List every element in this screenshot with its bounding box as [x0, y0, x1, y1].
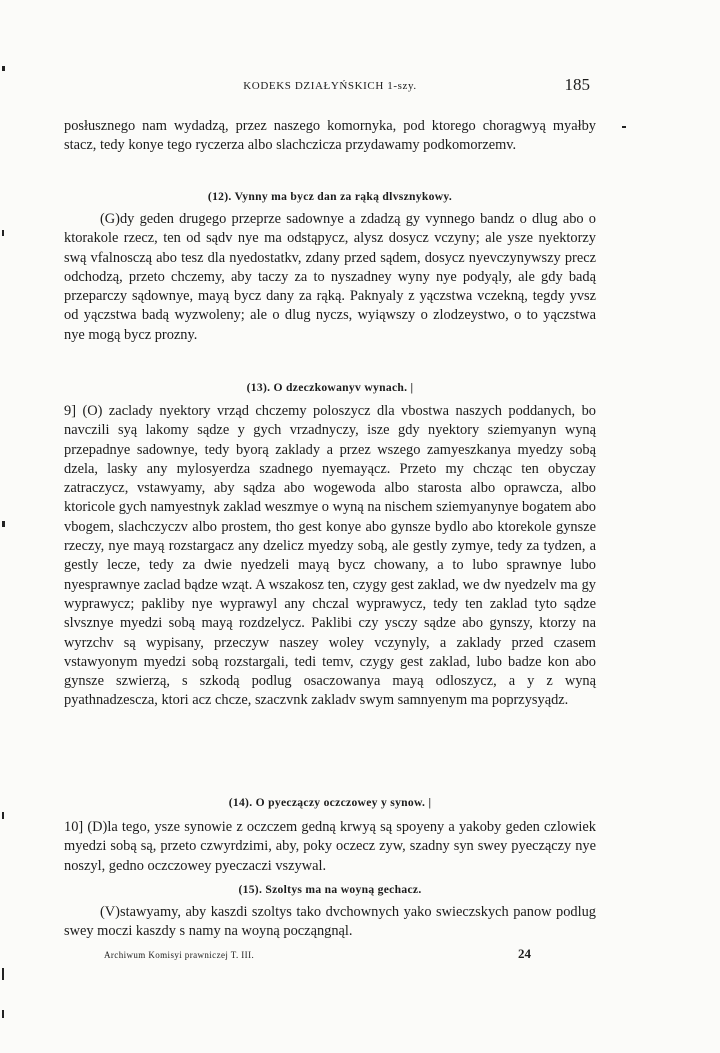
page-number: 185 [564, 75, 590, 94]
margin-speck [2, 812, 4, 819]
margin-speck [2, 521, 5, 527]
footer-signature: 24 [518, 946, 531, 961]
section-13-heading: (13). O dzeczkowanyv wynach. | [246, 381, 414, 394]
section-12-heading: (12). Vynny ma bycz dan za rąką dlvsznykowy. [207, 190, 453, 203]
footer-source: Archiwum Komisyi prawniczej T. III. [104, 950, 255, 960]
section-15-heading: (15). Szoltys ma na woyną gechacz. [238, 883, 422, 896]
section-13-text: 9] (O) zaclady nyektory vrząd chczemy poloszycz dla vbostwa naszych poddanych, bo navczili syą lakomy sądze y gych vrzadnyczy, isze gdy nyektory sziemyanyn wyną przepadnye sadownye, tedy byorą zaklady a przez wszego zamyeszkanya myedzy sobą dzela, lasky any mylosyerdza szadnego nyemayącz. Przeto my chcząc ten obyczay zatraczycz, vstawyamy, aby sądza abo wogewoda albo starosta albo oprawcza, albo ktoricole gych namyestnyk zaklad weszmye o wyną na nischem sziemyanynye bogatem abo vbogem, slachczyczv albo prostem, tho gest konye abo gynsze bydlo abo ktorekole gynsze rzeczy, nye mayą rozstargacz any dzelicz myedzy sobą, ale gestly zymye, tedy za tydzen, a gestly lecze, tedy za dwie nyedzeli mayą bycz chowany, a to lubo sprawnye lubo nyesprawnye zaclad bądze wząt. A wszakosz ten, czygy gest zaklad, we dw nyedzelv ma gy wyprawycz; pakliby nye wyprawyl any chczal wyprawycz, tedy ten zaklad tyto sądze slvsznye myedzi sobą mayą rozdzelycz. Paklibi czy ysczy sądze abo gynszy, ktorzy na wyrzchv są wypisany, przeczyw naszey woley vczynyly, a zaklady przed czasem vstawyonym myedzi sobą rozstargali, tedi temv, czygy gest zaklad, lubo badze kon abo gynsze szwierzą, s szkodą podlug osaczowanya mayą odloszycz, a y z wyną pyathnadzescza, ktori acz chcze, szaczvnk zakladv swym samnyenym ma poprzysyądz. [64, 403, 596, 709]
section-15-body [64, 903, 596, 942]
section-15 [64, 880, 596, 899]
section-13-body [64, 402, 596, 711]
margin-speck [622, 126, 626, 128]
section-14 [64, 793, 596, 812]
section-12 [64, 187, 596, 206]
section-14-text: 10] (D)la tego, ysze synowie z oczczem gedną krwyą są spoyeny a yakoby geden czlowiek myedzi sobą są, przeto czwyrdzimi, aby, poky oczecz zyw, szadny syn swey pyeczączy nye noszyl, gedno oczczowey pyeczaczi vszywal. [64, 819, 596, 874]
section-14-body [64, 818, 596, 876]
margin-speck [2, 968, 4, 980]
section-12-body [64, 210, 596, 345]
intro-text: posłusznego nam wydadzą, przez naszego komornyka, pod ktorego choragwyą myałby stacz, tedy konye tego ryczerza albo slachczicza przydawamy podkomorzemv. [64, 118, 596, 154]
margin-speck [2, 1010, 4, 1018]
section-15-text: (V)stawyamy, aby kaszdi szoltys tako dvchownych yako swieczskych panow podlug swey moczi kaszdy s namy na woyną począngnąl. [64, 904, 596, 940]
section-12-text: (G)dy geden drugego przeprze sadownye a zdadzą gy vynnego bandz o dlug abo o ktorakole rzecz, ten od sądv nye ma odstąpycz, alysz dosycz vczyny; ale ysze nyektorzy swą vfalnosczą abo tesz dla nyedostatkv, zdany przed sądem, dosycz nyevczynywszy precz odchodzą, przeto chczemy, aby taczy za to nyszadney wyny nye podyąly, ale gdy badą przeparczy sądownye, mayą bycz dany za rąką. Paknyaly z yączstwa vczekną, tegdy yvsz od yączstwa badą wyzwoleny; ale o dlug nyczs, wyiąwszy o zlodzeystwo, o to yączstwa nye mogą bycz prozny. [64, 211, 596, 343]
section-13 [64, 378, 596, 397]
margin-speck [2, 230, 4, 236]
running-title: KODEKS DZIAŁYŃSKICH 1-szy. [243, 80, 417, 92]
intro-paragraph [64, 117, 596, 156]
section-14-heading: (14). O pyeczączy oczczowey y synow. | [228, 796, 432, 809]
margin-speck [2, 66, 5, 71]
